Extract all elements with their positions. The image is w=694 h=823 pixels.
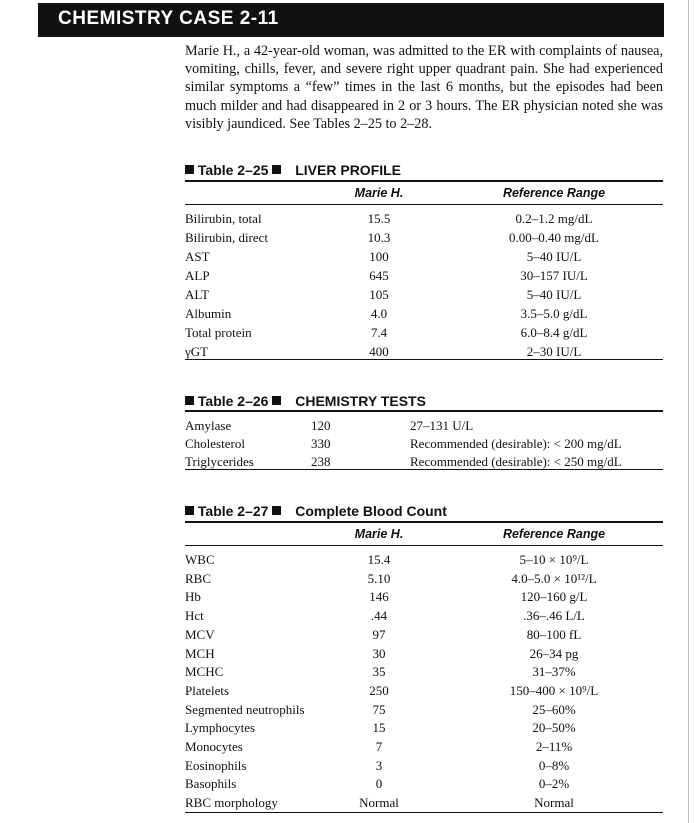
- table-row: [185, 211, 663, 230]
- table-27-col-patient: Marie H.: [354, 527, 404, 541]
- reference-range: 20–50%: [532, 720, 576, 736]
- patient-value: 75: [372, 701, 386, 717]
- patient-value: 10.3: [367, 230, 391, 245]
- table-27-heading: [185, 503, 447, 519]
- test-name: MCHC: [185, 664, 224, 680]
- table-row: [185, 268, 663, 287]
- test-name: RBC morphology: [185, 795, 278, 811]
- table-row: [185, 608, 663, 627]
- reference-range: 5–10 × 10⁹/L: [519, 552, 589, 567]
- table-25-title: LIVER PROFILE: [295, 162, 402, 178]
- test-name: AST: [185, 249, 210, 264]
- patient-value: 35: [372, 664, 386, 680]
- table-row: [185, 418, 663, 437]
- patient-value: 15: [372, 720, 386, 736]
- test-name: ALT: [185, 287, 210, 302]
- table-27-top-rule: [185, 521, 663, 523]
- test-name: MCH: [185, 645, 215, 661]
- test-name: Eosinophils: [185, 757, 247, 773]
- test-name: Triglycerides: [185, 454, 254, 469]
- table-25-top-rule: [185, 180, 663, 182]
- patient-value: 400: [369, 344, 389, 359]
- table-row: [185, 683, 663, 702]
- patient-value: 15.4: [367, 552, 391, 567]
- table-row: [185, 776, 663, 795]
- table-25-bottom-rule: [185, 359, 663, 360]
- reference-range: Normal: [534, 795, 574, 811]
- test-name: Segmented neutrophils: [185, 701, 305, 717]
- table-row: [185, 739, 663, 758]
- square-bullet-icon: [185, 396, 194, 405]
- test-name: Amylase: [185, 418, 232, 433]
- table-row: [185, 589, 663, 608]
- reference-range: 5–40 IU/L: [526, 249, 582, 264]
- patient-value: 15.5: [367, 211, 391, 226]
- patient-value: 120: [311, 418, 331, 433]
- patient-value: 3: [375, 757, 383, 773]
- table-25-header-rule: [185, 204, 663, 205]
- patient-value: 4.0: [370, 306, 388, 321]
- table-row: [185, 454, 663, 473]
- table-27-title: Complete Blood Count: [295, 503, 447, 519]
- table-27-header-rule: [185, 545, 663, 546]
- table-row: [185, 552, 663, 571]
- patient-value: 330: [311, 436, 331, 451]
- square-bullet-icon: [185, 165, 194, 174]
- table-row: [185, 646, 663, 665]
- table-26-top-rule: [185, 410, 663, 412]
- page-edge-line: [688, 0, 689, 823]
- reference-range: .36–.46 L/L: [523, 608, 585, 624]
- table-27-bottom-rule: [185, 812, 663, 813]
- reference-range: 2–11%: [535, 739, 573, 754]
- square-bullet-icon: [272, 506, 281, 515]
- reference-range: 30–157 IU/L: [520, 268, 588, 283]
- table-27-col-reference: Reference Range: [502, 527, 606, 541]
- case-intro-paragraph: Marie H., a 42-year-old woman, was admitted to the ER with complaints of nausea, vomiting, chills, fever, and severe right upper quadrant pain. She had experienced similar symptoms a “few” times in the last 6 months, but the episodes had been much milder and had disappeared in 2 or 3 hours. The ER physician noted she was visibly jaundiced. See Tables 2–25 to 2–28.: [185, 43, 663, 132]
- test-name: ALP: [185, 268, 210, 283]
- table-row: [185, 344, 663, 363]
- table-25-heading: [185, 162, 401, 178]
- patient-value: .44: [370, 608, 388, 624]
- table-25-col-patient: Marie H.: [354, 186, 404, 200]
- test-name: Bilirubin, total: [185, 211, 262, 226]
- table-25-label: Table 2–25: [197, 162, 269, 178]
- reference-range: 6.0–8.4 g/dL: [520, 325, 588, 340]
- test-name: Lymphocytes: [185, 720, 256, 736]
- reference-range: 0.2–1.2 mg/dL: [515, 211, 593, 226]
- patient-value: 238: [311, 454, 331, 469]
- table-row: [185, 436, 663, 455]
- test-name: RBC: [185, 570, 212, 586]
- reference-range: 0–2%: [538, 776, 570, 792]
- reference-range: 150–400 × 10⁹/L: [509, 682, 599, 698]
- test-name: Hb: [185, 589, 201, 605]
- table-row: [185, 702, 663, 721]
- patient-value: Normal: [359, 795, 399, 811]
- table-row: [185, 627, 663, 646]
- table-row: [185, 571, 663, 590]
- test-name: Bilirubin, direct: [185, 230, 269, 245]
- test-name: Hct: [185, 608, 204, 624]
- test-name: MCV: [185, 626, 215, 642]
- patient-value: 146: [369, 589, 389, 605]
- reference-range: 3.5–5.0 g/dL: [520, 306, 588, 321]
- patient-value: 105: [369, 287, 389, 302]
- reference-range: 27–131 U/L: [410, 418, 474, 433]
- square-bullet-icon: [272, 165, 281, 174]
- test-name: Platelets: [185, 682, 230, 698]
- patient-value: 7.4: [370, 325, 388, 340]
- patient-value: 7: [375, 739, 383, 754]
- square-bullet-icon: [272, 396, 281, 405]
- table-26-heading: [185, 393, 426, 409]
- table-26-label: Table 2–26: [197, 393, 269, 409]
- reference-range: 25–60%: [532, 701, 576, 717]
- test-name: Monocytes: [185, 739, 243, 754]
- test-name: γGT: [185, 344, 209, 359]
- test-name: Basophils: [185, 776, 237, 792]
- table-row: [185, 720, 663, 739]
- table-25-col-reference: Reference Range: [502, 186, 606, 200]
- reference-range: 80–100 fL: [526, 626, 582, 642]
- reference-range: 2–30 IU/L: [526, 344, 582, 359]
- patient-value: 5.10: [367, 570, 391, 586]
- patient-value: 645: [369, 268, 389, 283]
- test-name: WBC: [185, 552, 215, 567]
- table-row: [185, 230, 663, 249]
- table-27-label: Table 2–27: [197, 503, 269, 519]
- case-title: CHEMISTRY CASE 2-11: [58, 8, 279, 29]
- table-26-bottom-rule: [185, 469, 663, 470]
- table-row: [185, 249, 663, 268]
- table-row: [185, 287, 663, 306]
- reference-range: 31–37%: [532, 664, 576, 680]
- patient-value: 0: [375, 776, 383, 792]
- test-name: Total protein: [185, 325, 252, 340]
- reference-range: 120–160 g/L: [520, 589, 588, 605]
- test-name: Albumin: [185, 306, 232, 321]
- patient-value: 250: [369, 682, 389, 698]
- patient-value: 97: [372, 626, 386, 642]
- reference-range: Recommended (desirable): < 250 mg/dL: [410, 454, 622, 469]
- reference-range: Recommended (desirable): < 200 mg/dL: [410, 436, 622, 451]
- table-26-title: CHEMISTRY TESTS: [295, 393, 426, 409]
- square-bullet-icon: [185, 506, 194, 515]
- reference-range: 0–8%: [538, 757, 570, 773]
- reference-range: 4.0–5.0 × 10¹²/L: [511, 570, 597, 586]
- table-row: [185, 758, 663, 777]
- table-row: [185, 664, 663, 683]
- reference-range: 26–34 pg: [529, 645, 579, 661]
- reference-range: 5–40 IU/L: [526, 287, 582, 302]
- patient-value: 100: [369, 249, 389, 264]
- reference-range: 0.00–0.40 mg/dL: [509, 230, 599, 245]
- test-name: Cholesterol: [185, 436, 245, 451]
- table-row: [185, 306, 663, 325]
- table-row: [185, 325, 663, 344]
- patient-value: 30: [372, 645, 386, 661]
